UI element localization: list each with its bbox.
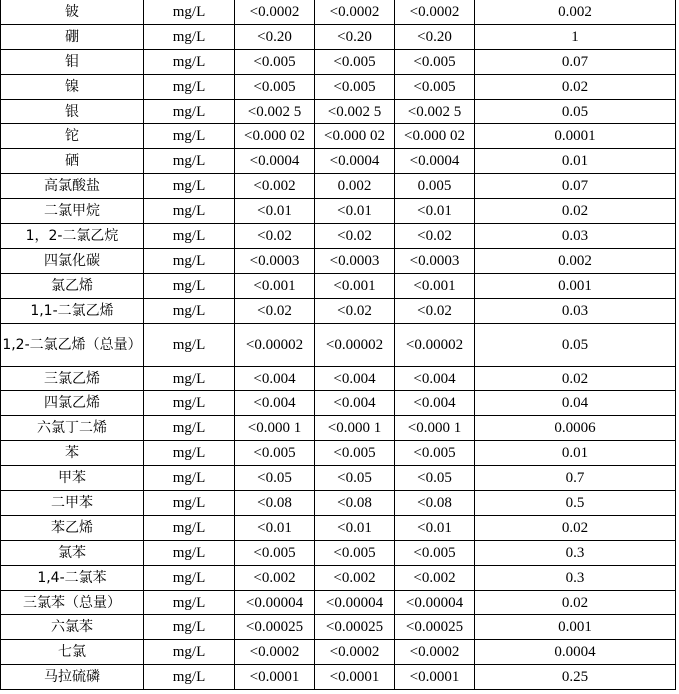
table-row	[1, 640, 676, 665]
substance-name-cell: 二甲苯	[1, 491, 144, 516]
table-row	[1, 466, 676, 491]
substance-name-cell: 1,1-二氯乙烯	[1, 298, 144, 323]
table-row	[1, 298, 676, 323]
substance-name-cell: 硒	[1, 149, 144, 174]
substance-name-cell: 七氯	[1, 640, 144, 665]
measured-value-3-cell: <0.05	[395, 466, 475, 491]
table-row	[1, 99, 676, 124]
substance-name-cell: 1,2-二氯乙烯（总量）	[1, 323, 144, 366]
measured-value-3-cell: <0.20	[395, 24, 475, 49]
measured-value-2-cell: <0.005	[315, 441, 395, 466]
substance-name-cell: 四氯乙烯	[1, 391, 144, 416]
measured-value-1-cell: <0.02	[235, 298, 315, 323]
table-row	[1, 416, 676, 441]
measured-value-3-cell: <0.005	[395, 74, 475, 99]
table-row	[1, 665, 676, 690]
measured-value-1-cell: <0.0001	[235, 665, 315, 690]
measured-value-2-cell: <0.0004	[315, 149, 395, 174]
table-row	[1, 49, 676, 74]
substance-name-cell: 三氯乙烯	[1, 366, 144, 391]
measured-value-2-cell: <0.02	[315, 224, 395, 249]
measured-value-3-cell: <0.0004	[395, 149, 475, 174]
substance-name-cell: 1,4-二氯苯	[1, 565, 144, 590]
table-row	[1, 224, 676, 249]
measured-value-2-cell: <0.00004	[315, 590, 395, 615]
standard-limit-cell: 0.002	[475, 0, 676, 24]
substance-name-cell: 氯苯	[1, 540, 144, 565]
measured-value-2-cell: <0.00002	[315, 323, 395, 366]
unit-cell: mg/L	[144, 273, 235, 298]
substance-name-cell: 氯乙烯	[1, 273, 144, 298]
measured-value-3-cell: <0.00002	[395, 323, 475, 366]
measured-value-2-cell: <0.0002	[315, 0, 395, 24]
measured-value-2-cell: 0.002	[315, 174, 395, 199]
unit-cell: mg/L	[144, 515, 235, 540]
measured-value-2-cell: <0.05	[315, 466, 395, 491]
substance-name-cell: 银	[1, 99, 144, 124]
table-row	[1, 199, 676, 224]
standard-limit-cell: 0.001	[475, 273, 676, 298]
substance-name-cell: 六氯苯	[1, 615, 144, 640]
unit-cell: mg/L	[144, 74, 235, 99]
measured-value-1-cell: <0.0002	[235, 640, 315, 665]
measured-value-1-cell: <0.005	[235, 49, 315, 74]
unit-cell: mg/L	[144, 565, 235, 590]
measured-value-2-cell: <0.005	[315, 540, 395, 565]
unit-cell: mg/L	[144, 416, 235, 441]
standard-limit-cell: 0.07	[475, 49, 676, 74]
unit-cell: mg/L	[144, 441, 235, 466]
unit-cell: mg/L	[144, 174, 235, 199]
table-row	[1, 540, 676, 565]
table-row	[1, 323, 676, 366]
measured-value-3-cell: <0.00025	[395, 615, 475, 640]
unit-cell: mg/L	[144, 149, 235, 174]
table-row	[1, 124, 676, 149]
table-row	[1, 366, 676, 391]
standard-limit-cell: 0.02	[475, 199, 676, 224]
measured-value-1-cell: <0.005	[235, 540, 315, 565]
measured-value-1-cell: <0.00004	[235, 590, 315, 615]
measured-value-1-cell: <0.01	[235, 515, 315, 540]
measured-value-2-cell: <0.000 1	[315, 416, 395, 441]
table-row	[1, 590, 676, 615]
table-row	[1, 248, 676, 273]
measured-value-1-cell: <0.005	[235, 74, 315, 99]
standard-limit-cell: 0.01	[475, 441, 676, 466]
standard-limit-cell: 0.01	[475, 149, 676, 174]
standard-limit-cell: 0.02	[475, 366, 676, 391]
measured-value-3-cell: <0.002	[395, 565, 475, 590]
measured-value-3-cell: <0.0002	[395, 0, 475, 24]
measured-value-3-cell: <0.00004	[395, 590, 475, 615]
standard-limit-cell: 0.25	[475, 665, 676, 690]
table-row	[1, 0, 676, 24]
table-row	[1, 441, 676, 466]
measured-value-1-cell: <0.005	[235, 441, 315, 466]
standard-limit-cell: 0.0001	[475, 124, 676, 149]
measured-value-2-cell: <0.0003	[315, 248, 395, 273]
standard-limit-cell: 0.02	[475, 515, 676, 540]
standard-limit-cell: 0.05	[475, 323, 676, 366]
unit-cell: mg/L	[144, 49, 235, 74]
standard-limit-cell: 1	[475, 24, 676, 49]
measured-value-2-cell: <0.01	[315, 199, 395, 224]
measured-value-1-cell: <0.002	[235, 174, 315, 199]
measured-value-3-cell: <0.0003	[395, 248, 475, 273]
unit-cell: mg/L	[144, 224, 235, 249]
measured-value-1-cell: <0.000 02	[235, 124, 315, 149]
table-row	[1, 615, 676, 640]
measured-value-1-cell: <0.00002	[235, 323, 315, 366]
measured-value-1-cell: <0.0004	[235, 149, 315, 174]
standard-limit-cell: 0.002	[475, 248, 676, 273]
unit-cell: mg/L	[144, 248, 235, 273]
measured-value-1-cell: <0.20	[235, 24, 315, 49]
unit-cell: mg/L	[144, 24, 235, 49]
standard-limit-cell: 0.7	[475, 466, 676, 491]
unit-cell: mg/L	[144, 466, 235, 491]
measured-value-1-cell: <0.00025	[235, 615, 315, 640]
standard-limit-cell: 0.5	[475, 491, 676, 516]
measured-value-2-cell: <0.002	[315, 565, 395, 590]
standard-limit-cell: 0.3	[475, 565, 676, 590]
unit-cell: mg/L	[144, 640, 235, 665]
substance-name-cell: 二氯甲烷	[1, 199, 144, 224]
measured-value-3-cell: <0.004	[395, 391, 475, 416]
measured-value-1-cell: <0.01	[235, 199, 315, 224]
measured-value-3-cell: <0.001	[395, 273, 475, 298]
unit-cell: mg/L	[144, 323, 235, 366]
measured-value-3-cell: 0.005	[395, 174, 475, 199]
unit-cell: mg/L	[144, 99, 235, 124]
measured-value-1-cell: <0.004	[235, 391, 315, 416]
table-row	[1, 74, 676, 99]
measured-value-2-cell: <0.0002	[315, 640, 395, 665]
measured-value-2-cell: <0.004	[315, 366, 395, 391]
table-row	[1, 391, 676, 416]
standard-limit-cell: 0.0006	[475, 416, 676, 441]
substance-name-cell: 铍	[1, 0, 144, 24]
measured-value-2-cell: <0.004	[315, 391, 395, 416]
measured-value-1-cell: <0.0002	[235, 0, 315, 24]
table-row	[1, 24, 676, 49]
measured-value-2-cell: <0.00025	[315, 615, 395, 640]
measured-value-3-cell: <0.0001	[395, 665, 475, 690]
measured-value-3-cell: <0.02	[395, 224, 475, 249]
unit-cell: mg/L	[144, 540, 235, 565]
standard-limit-cell: 0.07	[475, 174, 676, 199]
substance-name-cell: 甲苯	[1, 466, 144, 491]
measured-value-1-cell: <0.05	[235, 466, 315, 491]
measured-value-3-cell: <0.0002	[395, 640, 475, 665]
substance-name-cell: 苯	[1, 441, 144, 466]
measured-value-3-cell: <0.005	[395, 540, 475, 565]
table-body	[1, 0, 676, 690]
measured-value-1-cell: <0.004	[235, 366, 315, 391]
table-row	[1, 565, 676, 590]
measured-value-2-cell: <0.005	[315, 74, 395, 99]
table-row	[1, 273, 676, 298]
substance-name-cell: 三氯苯（总量）	[1, 590, 144, 615]
measured-value-1-cell: <0.001	[235, 273, 315, 298]
measured-value-1-cell: <0.02	[235, 224, 315, 249]
measured-value-3-cell: <0.002 5	[395, 99, 475, 124]
measured-value-2-cell: <0.20	[315, 24, 395, 49]
measured-value-1-cell: <0.002 5	[235, 99, 315, 124]
unit-cell: mg/L	[144, 391, 235, 416]
substance-name-cell: 高氯酸盐	[1, 174, 144, 199]
measured-value-3-cell: <0.000 1	[395, 416, 475, 441]
unit-cell: mg/L	[144, 298, 235, 323]
measured-value-3-cell: <0.005	[395, 49, 475, 74]
substance-name-cell: 铊	[1, 124, 144, 149]
unit-cell: mg/L	[144, 199, 235, 224]
measured-value-3-cell: <0.08	[395, 491, 475, 516]
unit-cell: mg/L	[144, 665, 235, 690]
standard-limit-cell: 0.04	[475, 391, 676, 416]
measured-value-2-cell: <0.08	[315, 491, 395, 516]
measured-value-1-cell: <0.08	[235, 491, 315, 516]
measured-value-3-cell: <0.005	[395, 441, 475, 466]
measured-value-2-cell: <0.0001	[315, 665, 395, 690]
unit-cell: mg/L	[144, 615, 235, 640]
measured-value-2-cell: <0.000 02	[315, 124, 395, 149]
unit-cell: mg/L	[144, 366, 235, 391]
measured-value-2-cell: <0.005	[315, 49, 395, 74]
table-row	[1, 491, 676, 516]
substance-name-cell: 镍	[1, 74, 144, 99]
measured-value-1-cell: <0.0003	[235, 248, 315, 273]
measured-value-1-cell: <0.000 1	[235, 416, 315, 441]
substance-name-cell: 马拉硫磷	[1, 665, 144, 690]
measured-value-3-cell: <0.004	[395, 366, 475, 391]
standard-limit-cell: 0.0004	[475, 640, 676, 665]
table-row	[1, 149, 676, 174]
standard-limit-cell: 0.3	[475, 540, 676, 565]
unit-cell: mg/L	[144, 590, 235, 615]
substance-name-cell: 六氯丁二烯	[1, 416, 144, 441]
measured-value-3-cell: <0.000 02	[395, 124, 475, 149]
measured-value-2-cell: <0.001	[315, 273, 395, 298]
measured-value-2-cell: <0.02	[315, 298, 395, 323]
standard-limit-cell: 0.02	[475, 74, 676, 99]
table-row	[1, 174, 676, 199]
substance-name-cell: 钼	[1, 49, 144, 74]
standard-limit-cell: 0.03	[475, 298, 676, 323]
standard-limit-cell: 0.05	[475, 99, 676, 124]
unit-cell: mg/L	[144, 124, 235, 149]
measured-value-3-cell: <0.02	[395, 298, 475, 323]
measured-value-2-cell: <0.002 5	[315, 99, 395, 124]
standard-limit-cell: 0.02	[475, 590, 676, 615]
table-row	[1, 515, 676, 540]
unit-cell: mg/L	[144, 0, 235, 24]
unit-cell: mg/L	[144, 491, 235, 516]
measured-value-3-cell: <0.01	[395, 515, 475, 540]
measured-value-3-cell: <0.01	[395, 199, 475, 224]
substance-name-cell: 四氯化碳	[1, 248, 144, 273]
measured-value-1-cell: <0.002	[235, 565, 315, 590]
measured-value-2-cell: <0.01	[315, 515, 395, 540]
standard-limit-cell: 0.001	[475, 615, 676, 640]
substance-name-cell: 1，2-二氯乙烷	[1, 224, 144, 249]
substance-name-cell: 苯乙烯	[1, 515, 144, 540]
standard-limit-cell: 0.03	[475, 224, 676, 249]
substance-name-cell: 硼	[1, 24, 144, 49]
